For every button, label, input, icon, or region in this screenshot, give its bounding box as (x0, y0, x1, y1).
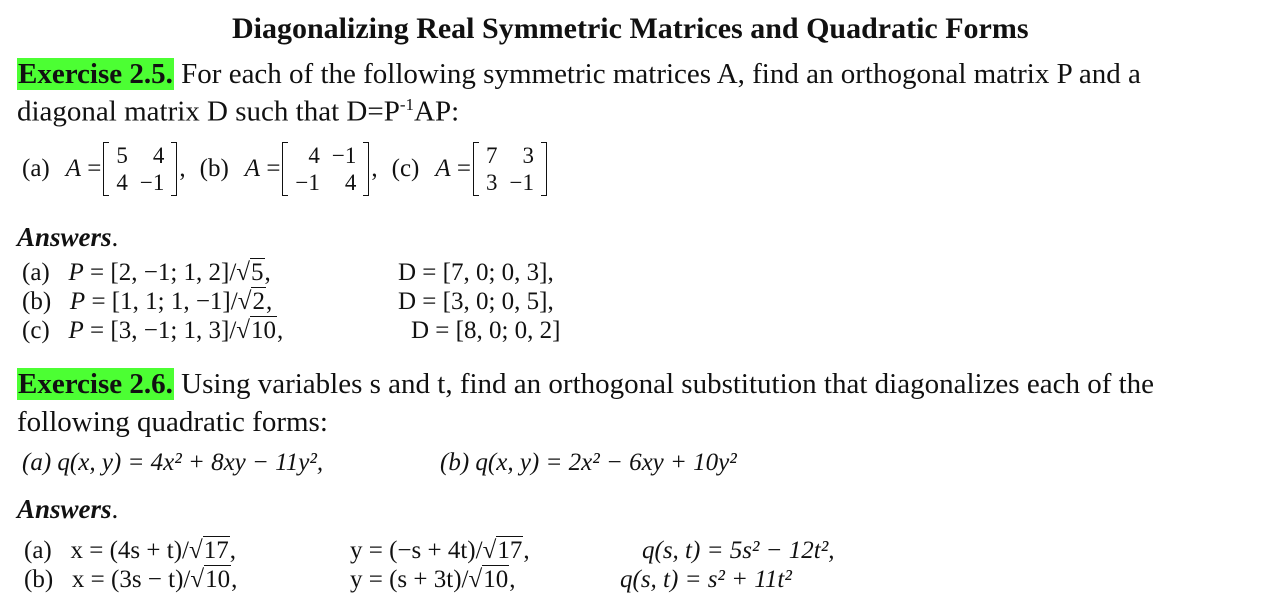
exercise-2-5-text-2: diagonal matrix D such that D=P (17, 95, 400, 128)
matrix-a-lhs: A = (65, 155, 102, 182)
exercise-2-5-label: Exercise 2.5. (18, 58, 173, 90)
answer-2-5-c-d: D = [8, 0; 0, 2] (411, 317, 561, 344)
exercise-2-6-line-2: following quadratic forms: (17, 406, 328, 438)
quadratic-form-b: (b) q(x, y) = 2x² − 6xy + 10y² (440, 449, 737, 476)
answer-2-5-b: (b) P = [1, 1; 1, −1]/√2, (22, 288, 273, 315)
sqrt-symbol: √10 (236, 317, 277, 344)
matrix-c-tag: (c) (391, 155, 420, 182)
sqrt-symbol: √2 (237, 288, 265, 315)
quadratic-form-a: (a) q(x, y) = 4x² + 8xy − 11y², (22, 449, 324, 476)
inverse-superscript: -1 (399, 95, 414, 114)
matrix-b-lhs: A = (244, 155, 281, 182)
answer-2-6-a-q: q(s, t) = 5s² − 12t², (642, 537, 835, 564)
matrix-a: 5 4 4 −1 (103, 142, 177, 196)
exercise-2-5-text-3: AP: (414, 95, 460, 128)
answers-2-6-y-list (350, 536, 530, 594)
exercise-2-5-line-1 (17, 58, 1141, 91)
exercise-2-6-text-1: Using variables s and t, find an orthogonal substitution that diagonalizes each of the (181, 368, 1155, 400)
exercise-2-6-line-1 (17, 368, 1154, 401)
answer-2-5-c: (c) P = [3, −1; 1, 3]/√10, (22, 317, 284, 344)
matrix-c-lhs: A = (435, 155, 472, 182)
answer-2-6-a-x: (a) x = (4s + t)/√17, (24, 537, 236, 564)
answers-2-5-list (22, 258, 283, 345)
matrix-b-tag: (b) (199, 155, 229, 182)
answer-2-5-b-d: D = [3, 0; 0, 5], (398, 288, 554, 315)
answer-2-6-a-y: y = (−s + 4t)/√17, (350, 537, 530, 564)
exercise-2-6-label: Exercise 2.6. (18, 368, 173, 400)
exercise-2-5-text-1: For each of the following symmetric matrices A, find an orthogonal matrix P and a (181, 58, 1141, 90)
matrix-c: 7 3 3 −1 (473, 142, 547, 196)
exercise-2-5-line-2 (17, 95, 459, 129)
answer-2-5-a: (a) P = [2, −1; 1, 2]/√5, (22, 259, 271, 286)
matrix-a-tag: (a) (22, 155, 50, 182)
answer-2-6-b-x: (b) x = (3s − t)/√10, (24, 566, 238, 593)
answers-2-6-q-list (620, 536, 834, 594)
matrix-b: 4 −1 −1 4 (282, 142, 369, 196)
matrices-row: (a) A = 5 4 4 −1 , (b) A = 4 −1 −1 4 , (c) A = 7 3 3 −1 (22, 142, 549, 196)
sqrt-symbol: √10 (468, 566, 509, 593)
answers-2-6-x-list (24, 536, 237, 594)
answer-2-6-b-y: y = (s + 3t)/√10, (350, 566, 516, 593)
page-title: Diagonalizing Real Symmetric Matrices and Quadratic Forms (232, 12, 1029, 45)
answer-2-6-b-q: q(s, t) = s² + 11t² (620, 566, 792, 593)
answers-2-6-heading: Answers. (17, 494, 119, 524)
answers-2-5-heading: Answers. (17, 222, 119, 252)
sqrt-symbol: √17 (188, 537, 229, 564)
answers-2-5-d-list (398, 258, 561, 345)
sqrt-symbol: √17 (482, 537, 523, 564)
sqrt-symbol: √10 (190, 566, 231, 593)
sqrt-symbol: √5 (236, 259, 264, 286)
answer-2-5-a-d: D = [7, 0; 0, 3], (398, 259, 554, 286)
